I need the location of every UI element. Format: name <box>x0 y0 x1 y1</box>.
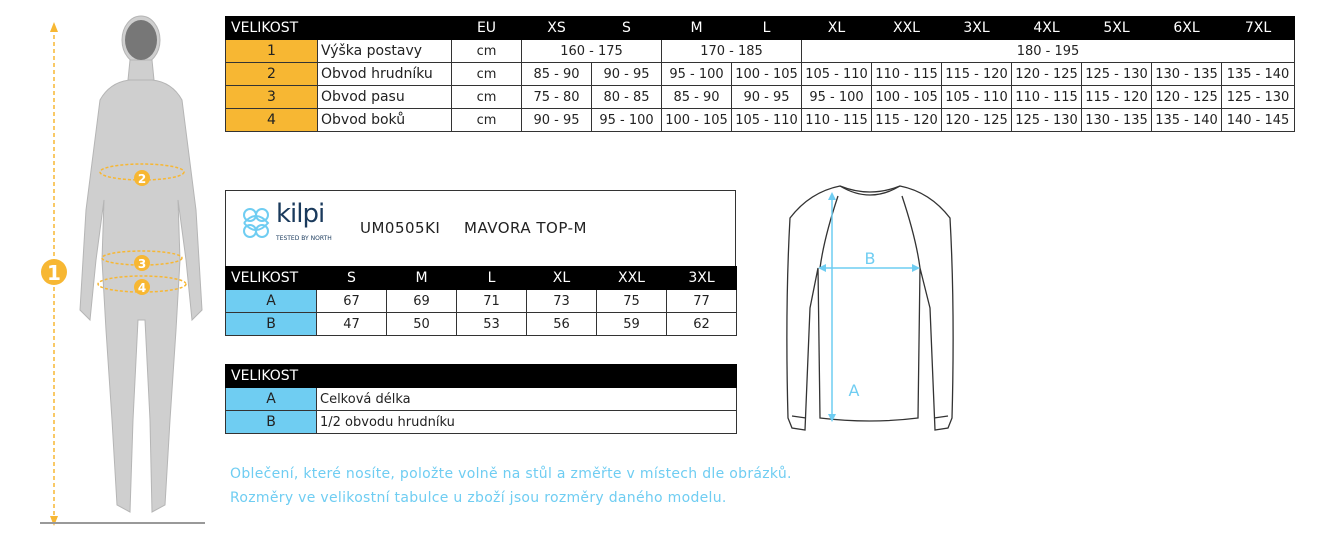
value-cell: 115 - 120 <box>942 63 1012 86</box>
value-cell: 50 <box>387 313 457 336</box>
row-number: 2 <box>226 63 318 86</box>
legend-table <box>225 364 737 434</box>
legend-text: Celková délka <box>317 388 737 411</box>
table-row <box>226 86 1295 109</box>
value-cell: 130 - 135 <box>1082 109 1152 132</box>
table-row <box>226 388 737 411</box>
table-row <box>226 290 737 313</box>
row-unit: cm <box>452 109 522 132</box>
value-cell: 135 - 140 <box>1152 109 1222 132</box>
size-header-cell <box>318 17 452 40</box>
row-number: 3 <box>226 86 318 109</box>
value-cell: 110 - 115 <box>802 109 872 132</box>
table-row <box>226 313 737 336</box>
size-header-cell: EU <box>452 17 522 40</box>
value-cell: 115 - 120 <box>872 109 942 132</box>
value-cell: 95 - 100 <box>592 109 662 132</box>
size-header-cell: 6XL <box>1152 17 1222 40</box>
value-cell: 90 - 95 <box>732 86 802 109</box>
chest-marker: 2 <box>137 172 147 186</box>
table-row <box>226 411 737 434</box>
value-cell: 100 - 105 <box>662 109 732 132</box>
value-cell: 125 - 130 <box>1012 109 1082 132</box>
model-header-cell: 3XL <box>667 267 737 290</box>
waist-marker: 3 <box>137 257 147 271</box>
size-chart-table <box>225 16 1295 132</box>
table-row <box>226 63 1295 86</box>
value-cell: 140 - 145 <box>1222 109 1295 132</box>
value-cell: 53 <box>457 313 527 336</box>
model-header-cell: L <box>457 267 527 290</box>
row-unit: cm <box>452 86 522 109</box>
height-marker: 1 <box>47 261 61 285</box>
model-header-cell: XL <box>527 267 597 290</box>
value-cell: 105 - 110 <box>942 86 1012 109</box>
size-header-cell: VELIKOST <box>226 17 318 40</box>
value-cell: 115 - 120 <box>1082 86 1152 109</box>
size-header-cell: L <box>732 17 802 40</box>
row-unit: cm <box>452 63 522 86</box>
table-row <box>226 109 1295 132</box>
value-cell: 100 - 105 <box>872 86 942 109</box>
legend-key: B <box>226 411 317 434</box>
body-measurement-figure <box>0 0 220 535</box>
measurement-note: Oblečení, které nosíte, položte volně na stůl a změřte v místech dle obrázků. <box>230 466 792 482</box>
value-cell: 130 - 135 <box>1152 63 1222 86</box>
model-code: UM0505KI <box>360 219 441 237</box>
model-header-cell: S <box>317 267 387 290</box>
value-cell: 110 - 115 <box>1012 86 1082 109</box>
value-cell: 56 <box>527 313 597 336</box>
value-cell: 125 - 130 <box>1082 63 1152 86</box>
shirt-marker-a: A <box>848 381 860 400</box>
model-name: MAVORA TOP-M <box>464 219 587 237</box>
value-cell: 125 - 130 <box>1222 86 1295 109</box>
row-label: Obvod boků <box>318 109 452 132</box>
model-note: Rozměry ve velikostní tabulce u zboží jsou rozměry daného modelu. <box>230 490 727 506</box>
row-label: Obvod pasu <box>318 86 452 109</box>
value-cell: 80 - 85 <box>592 86 662 109</box>
value-cell: 77 <box>667 290 737 313</box>
value-cell: 75 <box>597 290 667 313</box>
value-cell: 120 - 125 <box>942 109 1012 132</box>
size-header-cell: XL <box>802 17 872 40</box>
row-label: Výška postavy <box>318 40 452 63</box>
value-cell: 85 - 90 <box>522 63 592 86</box>
brand-name: kilpi <box>276 199 325 229</box>
size-header-cell: M <box>662 17 732 40</box>
merged-value-cell: 180 - 195 <box>802 40 1295 63</box>
value-cell: 120 - 125 <box>1012 63 1082 86</box>
size-header-cell: S <box>592 17 662 40</box>
shirt-marker-b: B <box>864 249 876 268</box>
value-cell: 100 - 105 <box>732 63 802 86</box>
merged-value-cell: 160 - 175 <box>522 40 662 63</box>
value-cell: 67 <box>317 290 387 313</box>
value-cell: 75 - 80 <box>522 86 592 109</box>
hips-marker: 4 <box>137 281 147 295</box>
row-number: 4 <box>226 109 318 132</box>
shirt-diagram <box>770 178 970 443</box>
model-header-cell: XXL <box>597 267 667 290</box>
row-label: Obvod hrudníku <box>318 63 452 86</box>
merged-value-cell: 170 - 185 <box>662 40 802 63</box>
size-header-cell: 7XL <box>1222 17 1295 40</box>
kilpi-logo-icon <box>238 201 278 251</box>
legend-text: 1/2 obvodu hrudníku <box>317 411 737 434</box>
value-cell: 95 - 100 <box>662 63 732 86</box>
value-cell: 73 <box>527 290 597 313</box>
value-cell: 105 - 110 <box>732 109 802 132</box>
size-header-cell: XS <box>522 17 592 40</box>
value-cell: 135 - 140 <box>1222 63 1295 86</box>
model-size-table <box>225 266 737 336</box>
row-number: 1 <box>226 40 318 63</box>
value-cell: 69 <box>387 290 457 313</box>
legend-header: VELIKOST <box>226 365 737 388</box>
value-cell: 59 <box>597 313 667 336</box>
size-header-cell: 3XL <box>942 17 1012 40</box>
value-cell: 85 - 90 <box>662 86 732 109</box>
size-header-cell: 4XL <box>1012 17 1082 40</box>
value-cell: 90 - 95 <box>592 63 662 86</box>
row-key: A <box>226 290 317 313</box>
value-cell: 120 - 125 <box>1152 86 1222 109</box>
value-cell: 71 <box>457 290 527 313</box>
value-cell: 95 - 100 <box>802 86 872 109</box>
size-header-cell: 5XL <box>1082 17 1152 40</box>
model-header-cell: VELIKOST <box>226 267 317 290</box>
table-row <box>226 40 1295 63</box>
row-unit: cm <box>452 40 522 63</box>
model-header-cell: M <box>387 267 457 290</box>
value-cell: 110 - 115 <box>872 63 942 86</box>
value-cell: 90 - 95 <box>522 109 592 132</box>
legend-key: A <box>226 388 317 411</box>
value-cell: 105 - 110 <box>802 63 872 86</box>
value-cell: 62 <box>667 313 737 336</box>
brand-tagline: TESTED BY NORTH <box>276 235 332 242</box>
size-header-cell: XXL <box>872 17 942 40</box>
model-header <box>225 190 736 266</box>
value-cell: 47 <box>317 313 387 336</box>
row-key: B <box>226 313 317 336</box>
